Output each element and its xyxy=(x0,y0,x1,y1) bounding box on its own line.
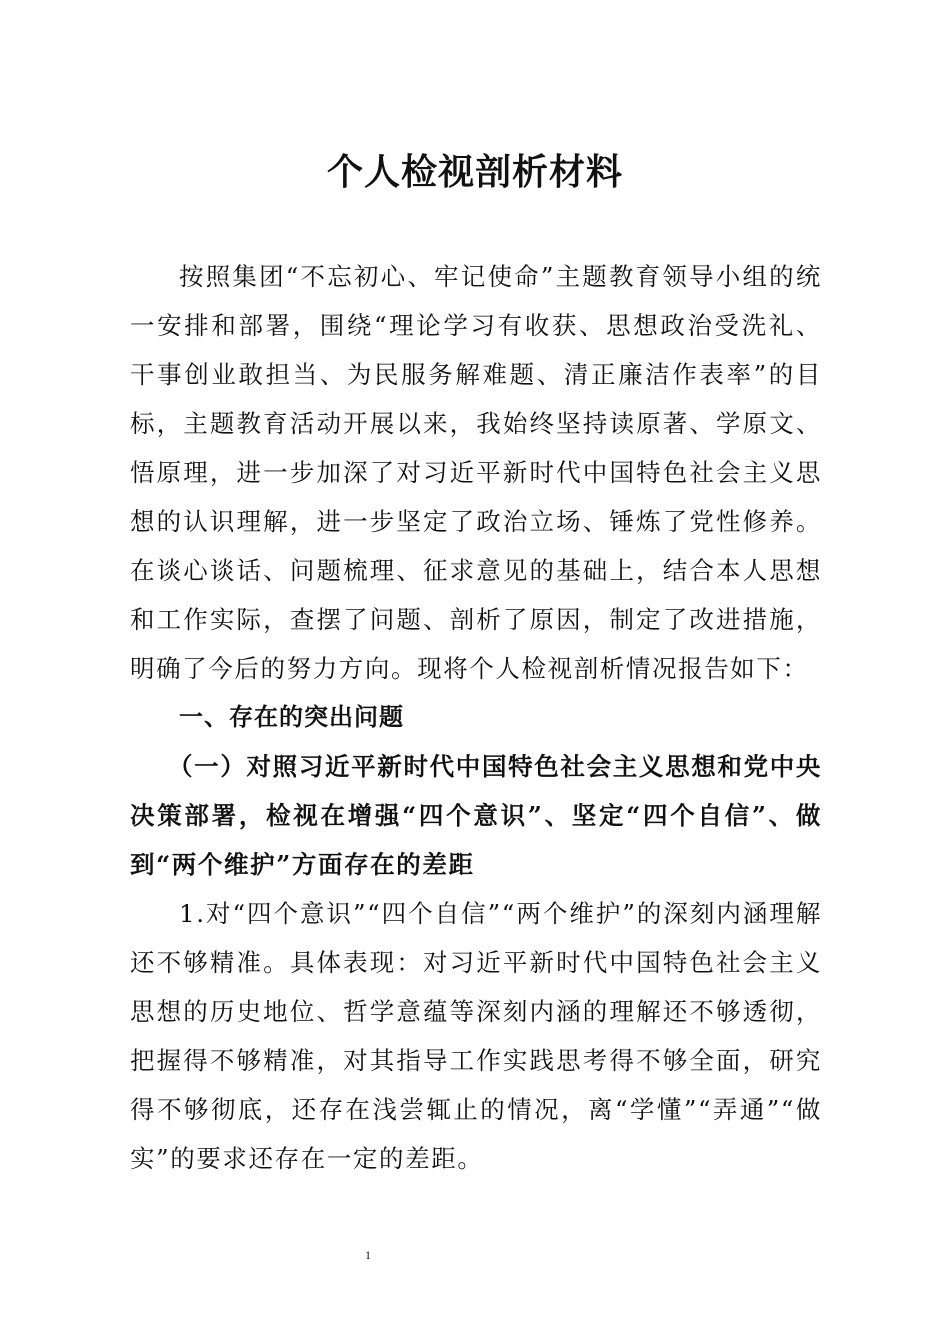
document-title: 个人检视剖析材料 xyxy=(326,151,623,193)
section-heading: 一、存在的突出问题 xyxy=(179,703,404,731)
subsection-heading: （一）对照习近平新时代中国特色社会主义思想和党中央决策部署，检视在增强“四个意识”、坚定“四个自信”、做到“两个维护”方面存在的差距 xyxy=(130,752,822,879)
item-paragraph: 1.对“四个意识”“四个自信”“两个维护”的深刻内涵理解还不够精准。具体表现：对习近平新时代中国特色社会主义思想的历史地位、哲学意蕴等深刻内涵的理解还不够透彻，把握得不够精准，对其指导工作实践思考得不够全面，研究得不够彻底，还存在浅尝辄止的情况，离“学懂”“弄通”“做实”的要求还存在一定的差距。 xyxy=(130,899,822,1173)
document-body xyxy=(130,252,822,1183)
page-number: 1 xyxy=(365,1248,371,1262)
intro-paragraph: 按照集团“不忘初心、牢记使命”主题教育领导小组的统一安排和部署，围绕“理论学习有收获、思想政治受洗礼、干事创业敢担当、为民服务解难题、清正廉洁作表率”的目标，主题教育活动开展以来，我始终坚持读原著、学原文、悟原理，进一步加深了对习近平新时代中国特色社会主义思想的认识理解，进一步坚定了政治立场、锤炼了党性修养。在谈心谈话、问题梳理、征求意见的基础上，结合本人思想和工作实际，查摆了问题、剖析了原因，制定了改进措施，明确了今后的努力方向。现将个人检视剖析情况报告如下： xyxy=(130,262,822,683)
